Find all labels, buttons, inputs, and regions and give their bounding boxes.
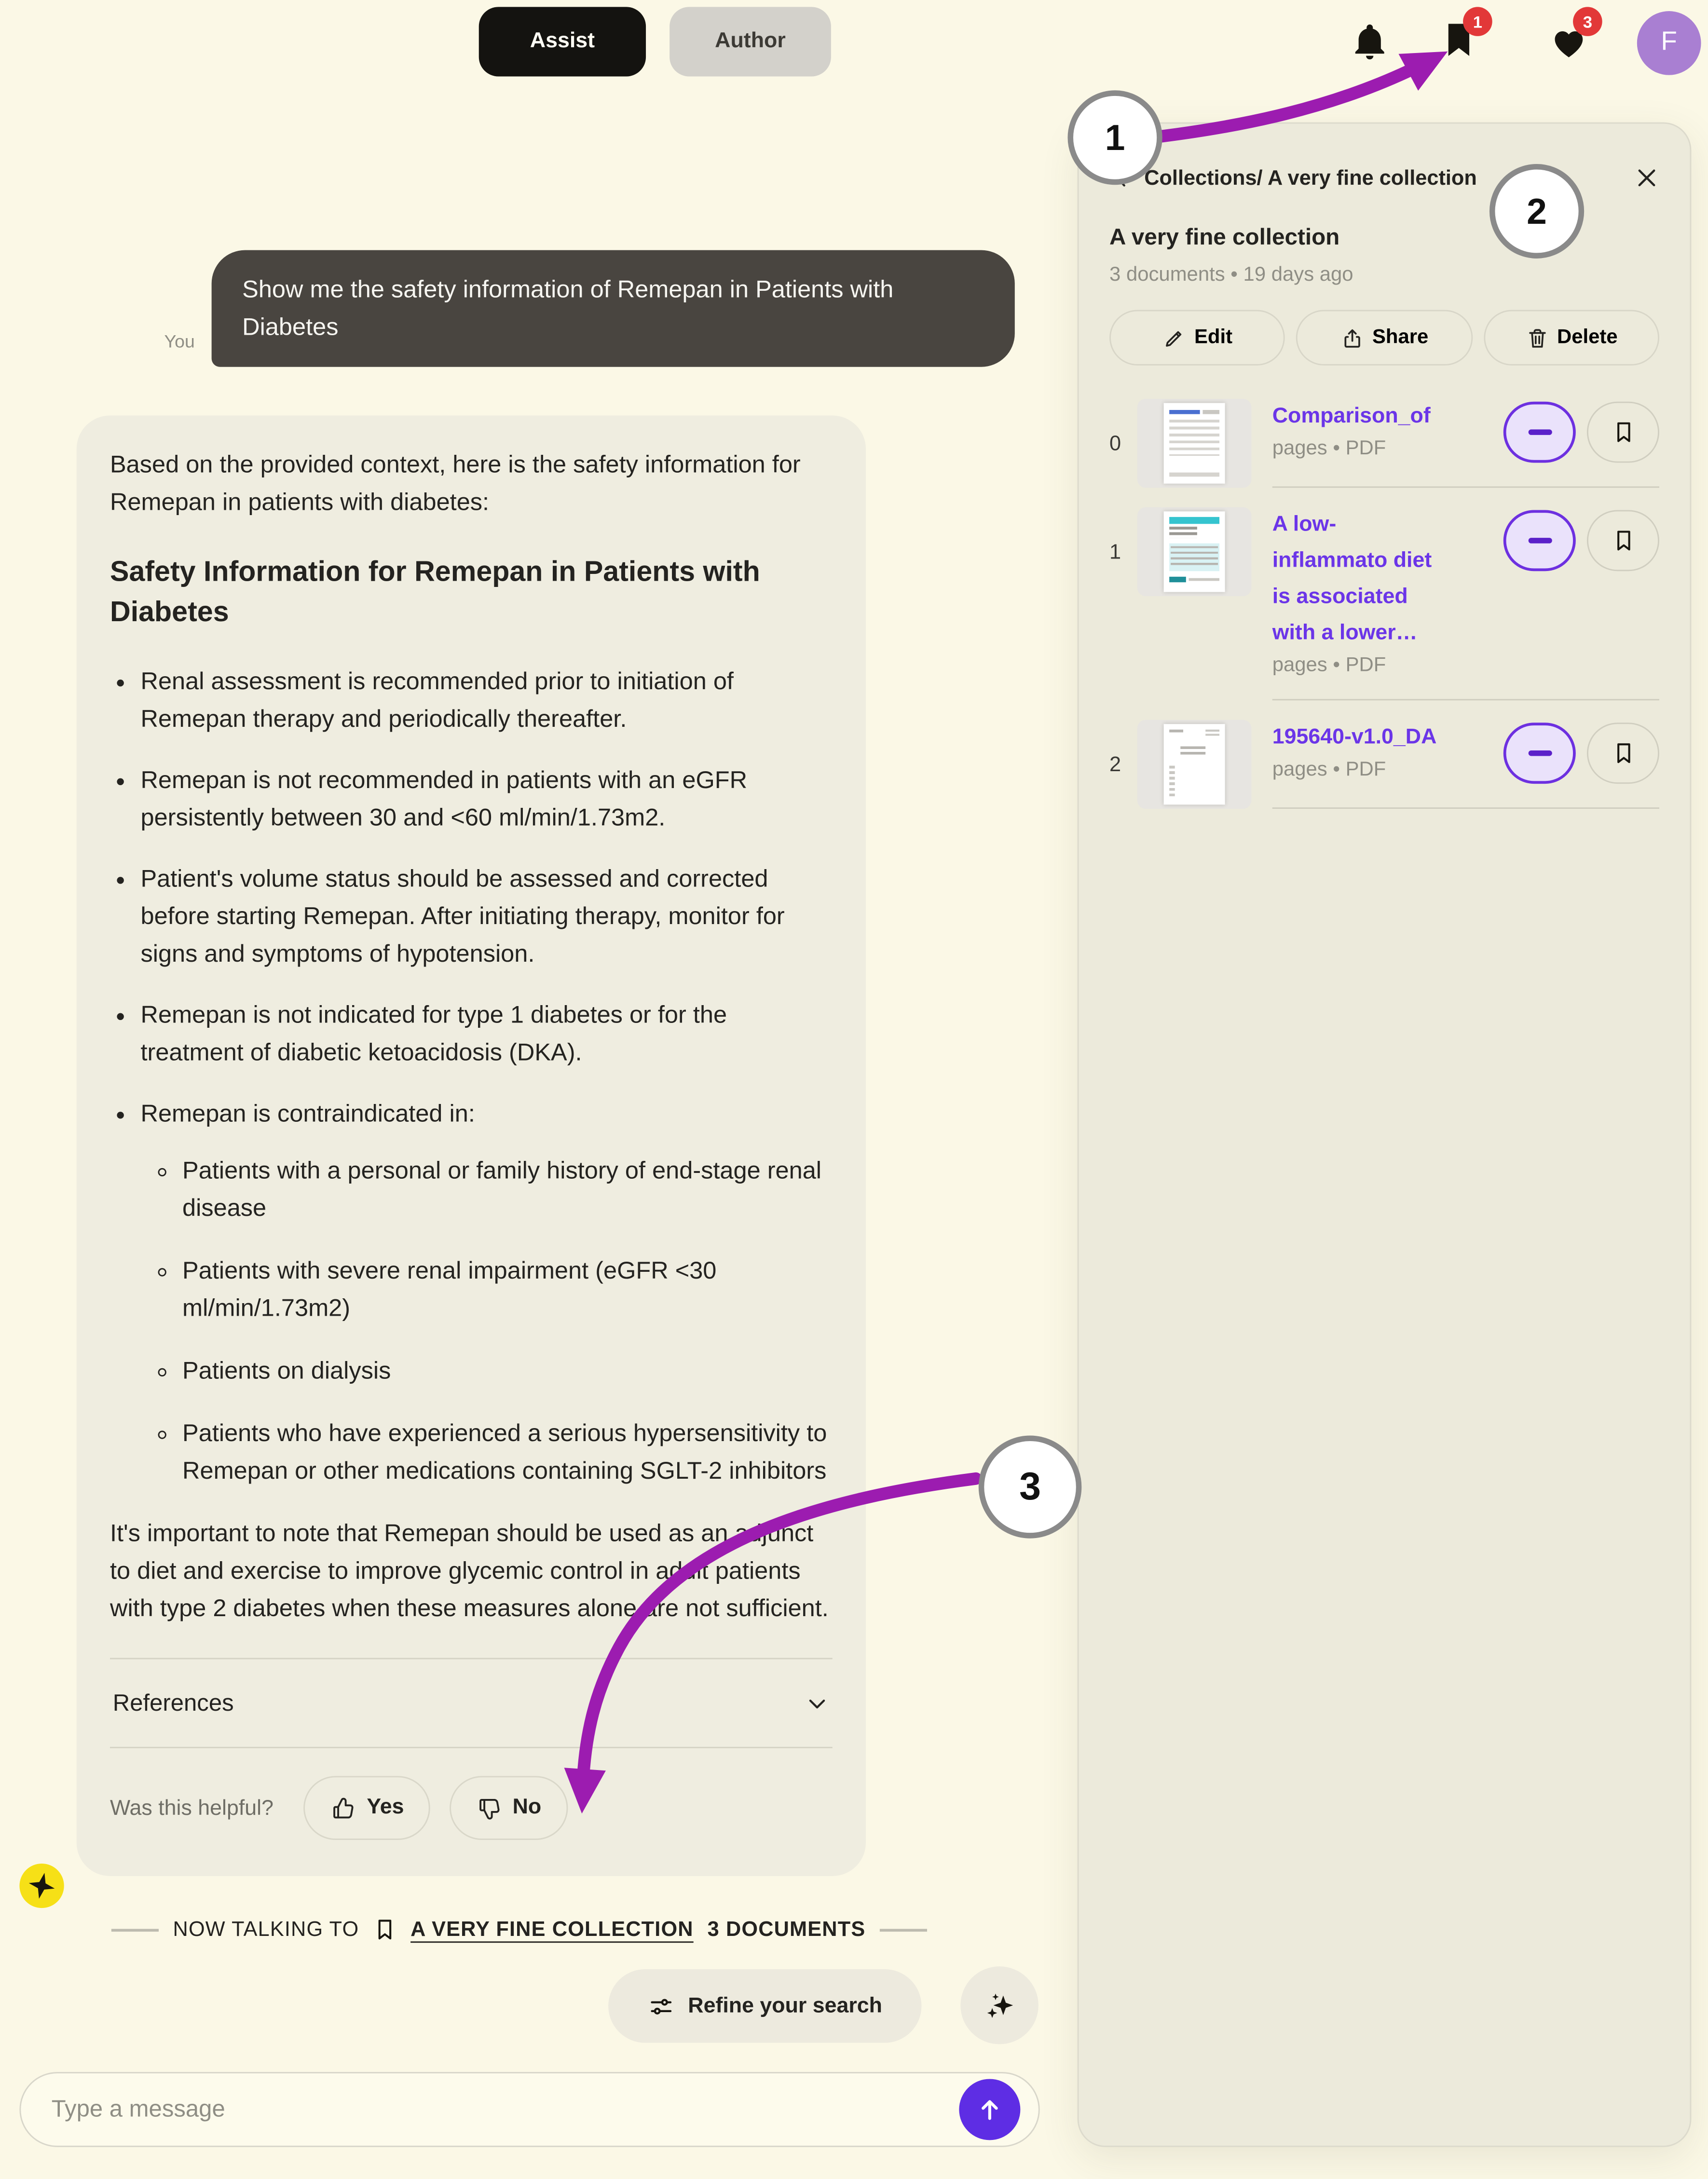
user-message-bubble: Show me the safety information of Remepan in Patients with Diabetes	[212, 250, 1015, 367]
collection-panel	[1078, 123, 1692, 2147]
bullet-text: Remepan is contraindicated in:	[140, 1099, 475, 1127]
sparkles-icon	[982, 1987, 1018, 2023]
references-label: References	[112, 1689, 234, 1716]
bookmark-outline-icon	[373, 1916, 396, 1943]
document-thumbnail[interactable]	[1137, 720, 1252, 809]
yes-label: Yes	[367, 1795, 404, 1819]
document-page-preview	[1164, 511, 1225, 592]
arrow-up-icon	[974, 2094, 1005, 2125]
thumb-up-icon	[330, 1795, 357, 1821]
refine-search-button[interactable]	[608, 1969, 921, 2043]
no-label: No	[512, 1795, 542, 1819]
user-label: You	[164, 330, 195, 352]
collection-actions	[1109, 310, 1659, 366]
sub-bullet-item: ◦ Patients with severe renal impairment (eGFR <30 ml/min/1.73m2)	[182, 1252, 833, 1327]
avatar[interactable]: F	[1637, 11, 1701, 75]
remove-document-button[interactable]	[1503, 402, 1576, 463]
document-index: 2	[1109, 752, 1121, 776]
remove-document-button[interactable]	[1503, 510, 1576, 571]
pencil-icon	[1162, 326, 1186, 350]
bookmark-badge: 1	[1463, 7, 1492, 36]
document-row	[1109, 399, 1659, 488]
sliders-icon	[648, 1992, 676, 2020]
document-row	[1109, 720, 1659, 809]
document-thumbnail[interactable]	[1137, 399, 1252, 488]
collection-meta: 3 documents • 19 days ago	[1109, 264, 1353, 286]
breadcrumb: Collections/ A very fine collection	[1144, 166, 1477, 190]
document-list	[1109, 399, 1659, 809]
thumb-down-icon	[477, 1795, 503, 1821]
response-bullet-list	[110, 663, 833, 1489]
delete-button[interactable]	[1483, 310, 1659, 366]
edit-label: Edit	[1194, 327, 1233, 349]
document-index: 1	[1109, 540, 1121, 564]
callout-3: 3	[979, 1435, 1082, 1538]
bullet-item: • Patient's volume status should be assessed and corrected before starting Remepan. After initiating therapy, monitor for signs and symptoms of hypotension.	[140, 860, 832, 973]
share-button[interactable]	[1297, 310, 1473, 366]
bullet-item: • Renal assessment is recommended prior to initiation of Remepan therapy and periodically thereafter.	[140, 663, 832, 738]
notifications-bell-button[interactable]	[1349, 21, 1391, 62]
sub-bullet-item: ◦ Patients on dialysis	[182, 1352, 833, 1390]
document-meta: pages • PDF	[1272, 654, 1386, 677]
share-icon	[1340, 326, 1364, 350]
collection-title: A very fine collection	[1109, 225, 1340, 250]
assistant-response-card	[77, 416, 866, 1876]
share-label: Share	[1372, 327, 1429, 349]
bookmark-document-button[interactable]	[1587, 722, 1659, 784]
heart-badge: 3	[1573, 7, 1602, 36]
document-page-preview	[1164, 724, 1225, 804]
divider	[879, 1928, 927, 1931]
feedback-row	[110, 1776, 833, 1840]
bookmark-document-button[interactable]	[1587, 510, 1659, 571]
tab-assist[interactable]: Assist	[479, 7, 646, 76]
document-main	[1272, 399, 1659, 488]
delete-label: Delete	[1557, 327, 1618, 349]
refine-label: Refine your search	[688, 1993, 883, 2017]
document-meta: pages • PDF	[1272, 759, 1386, 781]
document-title-link[interactable]: Comparison_of	[1272, 404, 1431, 428]
response-intro: Based on the provided context, here is the safety information for Remepan in patients with diabetes:	[109, 450, 801, 516]
divider	[110, 1747, 833, 1748]
document-page-preview	[1164, 403, 1225, 484]
document-row	[1109, 507, 1659, 701]
response-sub-bullet-list	[140, 1152, 832, 1490]
edit-button[interactable]	[1109, 310, 1285, 366]
bookmark-outline-icon	[1611, 528, 1635, 553]
sub-bullet-item: ◦ Patients who have experienced a serious hypersensitivity to Remepan or other medications containing SGLT-2 inhibitors	[182, 1415, 833, 1490]
talking-to-doc-count: 3 DOCUMENTS	[707, 1918, 866, 1942]
callout-2: 2	[1489, 164, 1584, 259]
references-toggle[interactable]	[110, 1659, 833, 1747]
message-input[interactable]	[19, 2072, 1039, 2147]
bookmark-outline-icon	[1611, 741, 1635, 766]
bookmark-outline-icon	[1611, 420, 1635, 445]
tab-author[interactable]: Author	[670, 7, 831, 76]
sparkle-badge-icon	[25, 1869, 58, 1902]
close-icon[interactable]	[1634, 165, 1659, 191]
document-index: 0	[1109, 431, 1121, 455]
document-thumbnail[interactable]	[1137, 507, 1252, 596]
bullet-item: • Remepan is not recommended in patients with an eGFR persistently between 30 and <60 ml/min/1.73m2.	[140, 762, 832, 837]
bell-icon	[1349, 21, 1391, 62]
helpful-prompt: Was this helpful?	[109, 1796, 273, 1820]
bookmark-document-button[interactable]	[1587, 402, 1659, 463]
document-title-link[interactable]: A low-inflammato diet is associated with a lower…	[1272, 513, 1432, 645]
response-heading: Safety Information for Remepan in Patients with Diabetes	[109, 556, 760, 628]
feedback-yes-button[interactable]	[304, 1776, 430, 1840]
feedback-no-button[interactable]	[450, 1776, 568, 1840]
bullet-item	[140, 1095, 832, 1490]
bullet-item: • Remepan is not indicated for type 1 diabetes or for the treatment of diabetic ketoacidosis (DKA).	[140, 996, 832, 1072]
remove-document-button[interactable]	[1503, 722, 1576, 784]
callout-1: 1	[1067, 90, 1162, 185]
trash-icon	[1525, 326, 1549, 350]
send-button[interactable]	[959, 2079, 1020, 2140]
minus-icon	[1528, 429, 1551, 435]
talking-to-collection-link[interactable]: A VERY FINE COLLECTION	[410, 1918, 694, 1942]
talking-to-row	[19, 1916, 1019, 1943]
chevron-down-icon	[805, 1690, 830, 1716]
sparkles-button[interactable]	[960, 1966, 1038, 2044]
talking-to-prefix: NOW TALKING TO	[173, 1918, 359, 1942]
sparkle-badge	[19, 1864, 64, 1908]
document-main	[1272, 507, 1659, 701]
response-outro: It's important to note that Remepan should be used as an adjunct to diet and exercise to improve glycemic control in adult patients with type 2 diabetes when these measures alone are not sufficient.	[109, 1519, 829, 1622]
minus-icon	[1528, 538, 1551, 544]
sub-bullet-item: ◦ Patients with a personal or family history of end-stage renal disease	[182, 1152, 833, 1227]
document-main	[1272, 720, 1659, 809]
divider	[112, 1928, 159, 1931]
document-title-link[interactable]: 195640-v1.0_DA	[1272, 725, 1437, 749]
document-meta: pages • PDF	[1272, 437, 1386, 460]
minus-icon	[1528, 750, 1551, 756]
